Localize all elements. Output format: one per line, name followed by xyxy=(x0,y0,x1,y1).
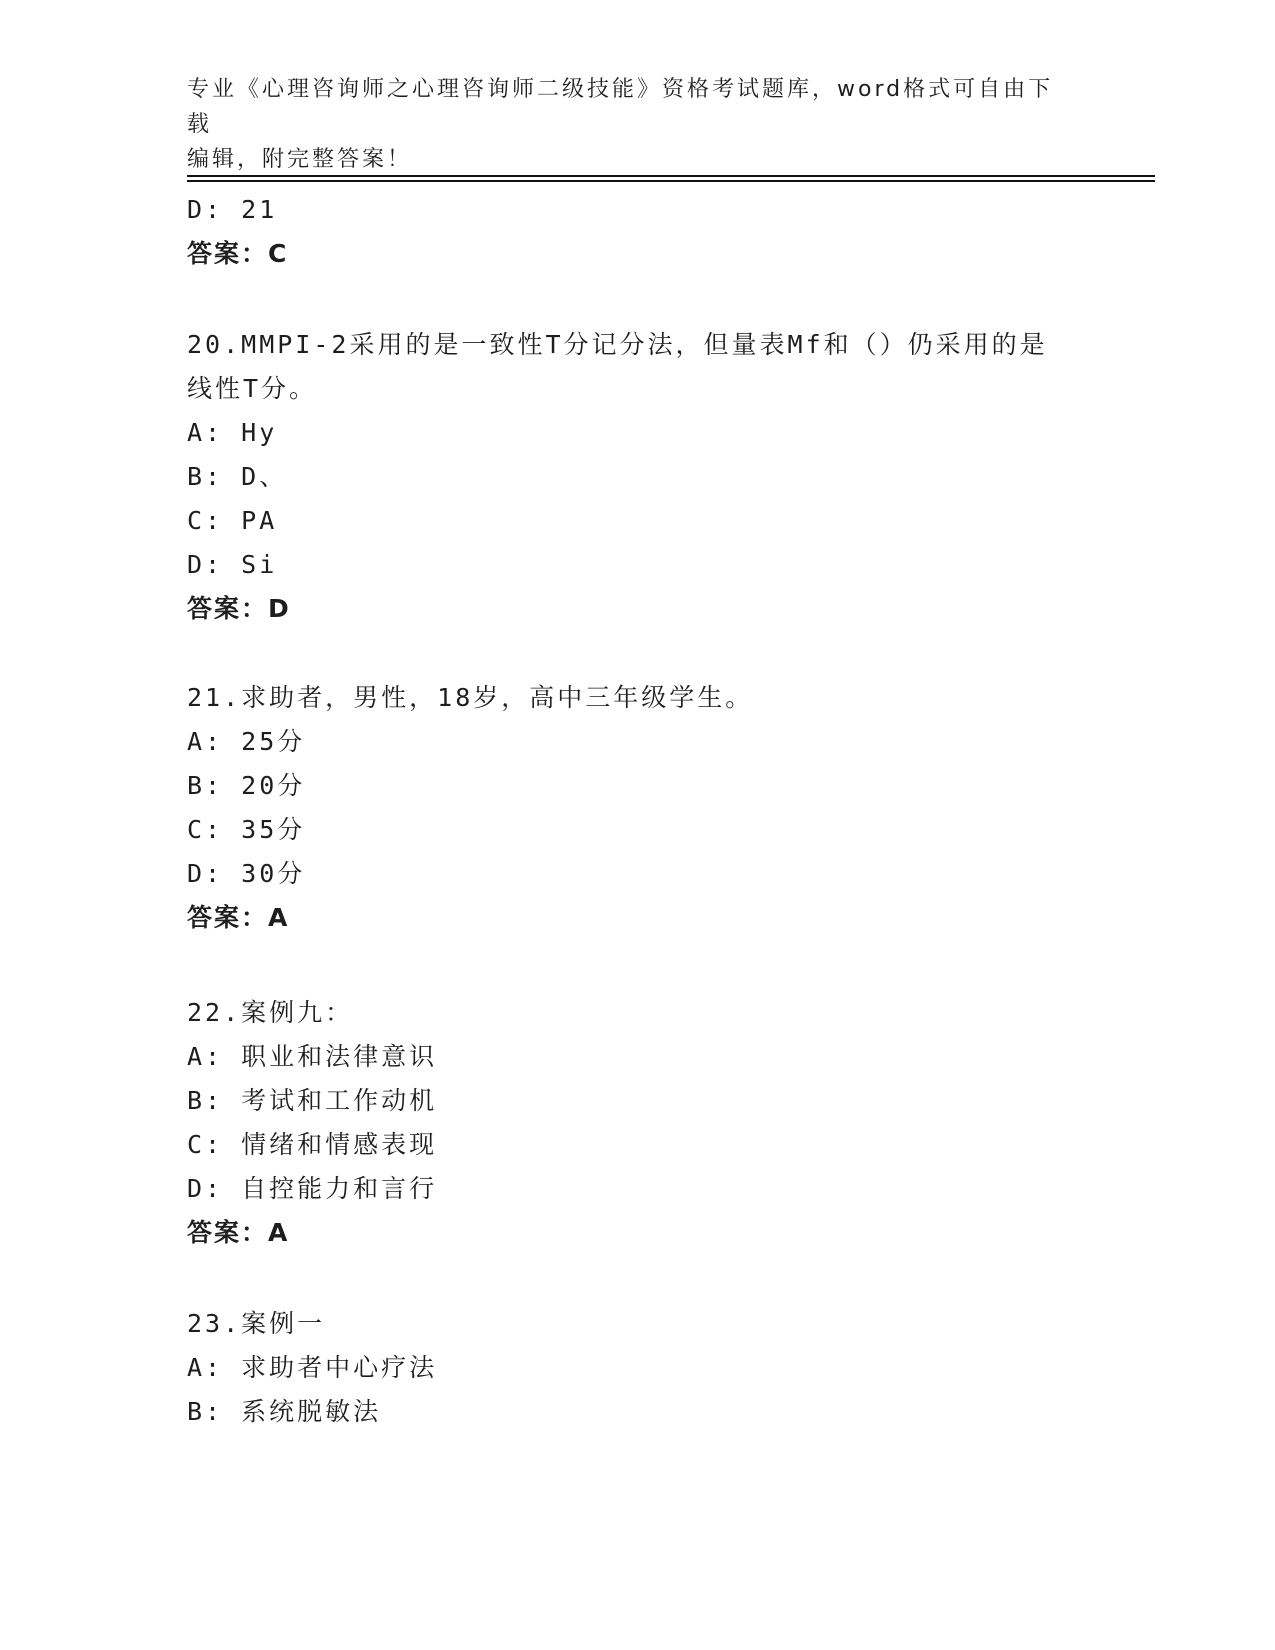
q21-option-a: A: 25分 xyxy=(187,727,306,756)
header-rule-bottom xyxy=(187,180,1155,182)
q22-stem: 22.案例九： xyxy=(187,998,354,1027)
document-header xyxy=(187,72,1067,177)
q20-option-d: D: Si xyxy=(187,550,278,579)
q20-option-b: B: D、 xyxy=(187,462,288,491)
q22-option-b: B: 考试和工作动机 xyxy=(187,1086,438,1115)
q21-option-c: C: 35分 xyxy=(187,815,306,844)
header-rule-top xyxy=(187,175,1155,177)
q21-answer: 答案：A xyxy=(187,903,290,932)
q23-option-a: A: 求助者中心疗法 xyxy=(187,1353,438,1382)
q20-stem-line-2: 线性T分。 xyxy=(187,374,318,403)
header-line-2: 编辑，附完整答案！ xyxy=(187,147,413,172)
header-line-1: 专业《心理咨询师之心理咨询师二级技能》资格考试题库，word格式可自由下载 xyxy=(187,77,1054,137)
q22-option-c: C: 情绪和情感表现 xyxy=(187,1130,438,1159)
q20-option-a: A: Hy xyxy=(187,418,278,447)
q22-answer: 答案：A xyxy=(187,1218,290,1247)
q22-option-d: D: 自控能力和言行 xyxy=(187,1174,438,1203)
q20-answer: 答案：D xyxy=(187,594,291,623)
q23-stem: 23.案例一 xyxy=(187,1309,326,1338)
q19-answer: 答案：C xyxy=(187,239,289,268)
q21-option-d: D: 30分 xyxy=(187,859,306,888)
q19-option-d: D: 21 xyxy=(187,195,278,224)
q20-stem-line-1: 20.MMPI-2采用的是一致性T分记分法，但量表Mf和（）仍采用的是 xyxy=(187,330,1048,359)
q21-option-b: B: 20分 xyxy=(187,771,306,800)
q21-stem: 21.求助者，男性，18岁，高中三年级学生。 xyxy=(187,683,754,712)
q23-option-b: B: 系统脱敏法 xyxy=(187,1397,382,1426)
q20-option-c: C: PA xyxy=(187,506,278,535)
q22-option-a: A: 职业和法律意识 xyxy=(187,1042,438,1071)
